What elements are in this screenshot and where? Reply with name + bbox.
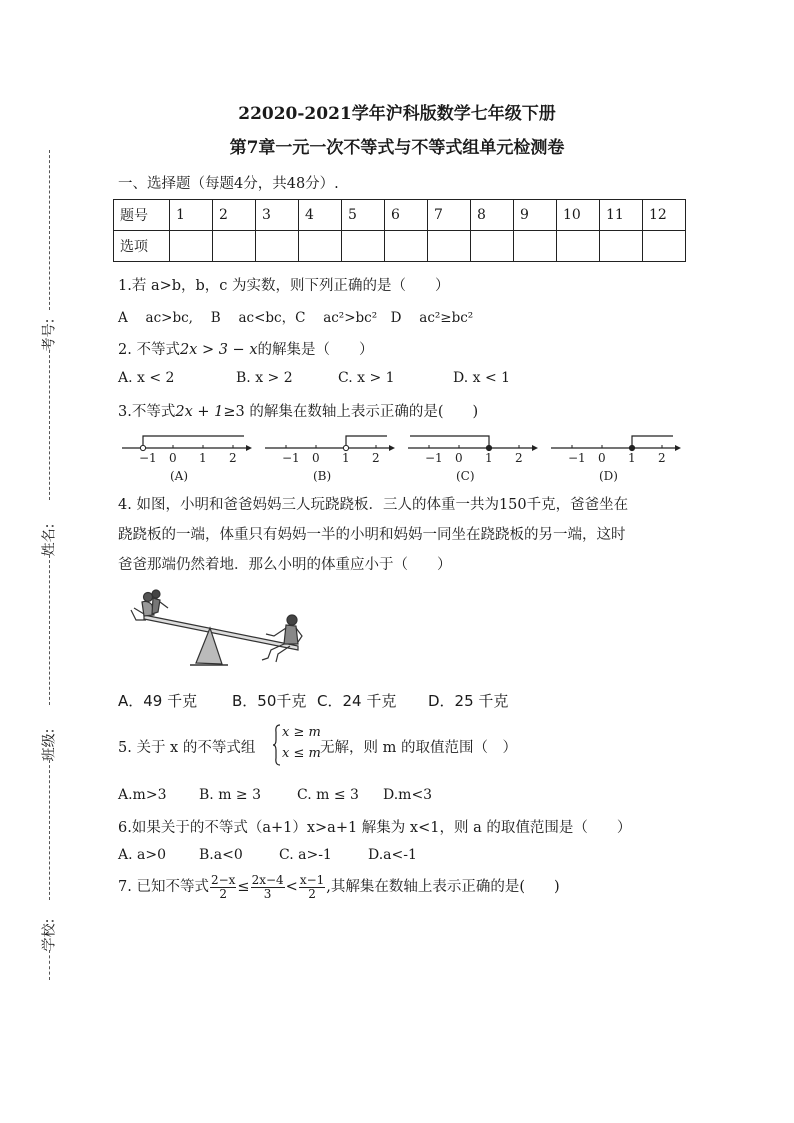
q7-f2-denominator: 3 <box>263 886 272 901</box>
school-label: 学校: <box>41 918 58 952</box>
page-subtitle: 第7章一元一次不等式与不等式组单元检测卷 <box>229 138 565 158</box>
table-cell: 1 <box>170 200 213 231</box>
q7-f3-numerator: x−1 <box>299 872 325 887</box>
table-cell: 2 <box>213 200 256 231</box>
q2-option-a: A. x < 2 <box>118 370 175 386</box>
row-label-answer: 选项 <box>114 231 170 262</box>
numberline-tick-label: 2 <box>229 451 237 465</box>
answer-cell[interactable] <box>428 231 471 262</box>
q3-stem-post: ≥3 的解集在数轴上表示正确的是( ) <box>223 404 479 420</box>
q5-brace <box>272 724 282 766</box>
q1-stem: 1.若 a>b，b，c 为实数，则下列正确的是（ ） <box>118 278 450 294</box>
table-cell: 11 <box>600 200 643 231</box>
numberline-option-label: (C) <box>456 469 475 483</box>
q7-f2-numerator: 2x−4 <box>251 872 284 887</box>
q6-option-d: D.a<-1 <box>368 847 417 863</box>
numberline-tick-label: −1 <box>139 451 157 465</box>
q6-option-a: A. a>0 <box>118 847 166 863</box>
answer-cell[interactable] <box>643 231 686 262</box>
q4-option-a: A．49 千克 <box>118 692 198 710</box>
table-cell: 8 <box>471 200 514 231</box>
q4-line3: 爸爸那端仍然着地．那么小明的体重应小于（ ） <box>118 557 452 573</box>
q5-option-c: C. m ≤ 3 <box>297 787 359 803</box>
q4-option-d: D．25 千克 <box>428 692 509 710</box>
answer-cell[interactable] <box>299 231 342 262</box>
solution-ray <box>632 436 673 448</box>
q3-stem <box>118 400 478 421</box>
margin-dashed-line <box>49 760 50 900</box>
table-cell: 10 <box>557 200 600 231</box>
solution-ray <box>410 436 489 448</box>
q5-stem-post: 无解，则 m 的取值范围（ ） <box>320 740 517 756</box>
q6-option-c: C. a>-1 <box>279 847 332 863</box>
q5-option-a: A.m>3 <box>118 787 167 803</box>
table-cell: 4 <box>299 200 342 231</box>
answer-cell[interactable] <box>514 231 557 262</box>
q5-system-line1: x ≥ m <box>282 725 321 740</box>
numberline-tick-label: −1 <box>425 451 443 465</box>
q7-stem-pre: 7. 已知不等式 <box>118 879 209 895</box>
closed-endpoint <box>486 445 491 450</box>
numberline-option-label: (D) <box>599 469 618 483</box>
q7-fraction-2 <box>251 874 285 901</box>
q4-option-c: C．24 千克 <box>317 692 397 710</box>
q5-stem-pre: 5. 关于 x 的不等式组 <box>118 740 256 756</box>
section-heading: 一、选择题（每题4分，共48分）. <box>118 176 339 192</box>
table-cell: 5 <box>342 200 385 231</box>
numberline-tick-label: 2 <box>658 451 666 465</box>
answer-table <box>113 199 686 262</box>
table-cell: 3 <box>256 200 299 231</box>
margin-dashed-line <box>49 950 50 980</box>
q7-f1-numerator: 2−x <box>210 872 236 887</box>
numberline-tick-label: 1 <box>342 451 350 465</box>
numberline-tick-label: 0 <box>455 451 463 465</box>
q7-stem-post: ,其解集在数轴上表示正确的是( ) <box>326 879 560 895</box>
q2-stem <box>118 338 374 359</box>
q7-op2: < <box>285 879 298 895</box>
answer-cell[interactable] <box>256 231 299 262</box>
q3-numberlines <box>118 425 690 487</box>
table-row <box>114 200 686 231</box>
q7-op1: ≤ <box>237 879 250 895</box>
closed-endpoint <box>629 445 634 450</box>
q2-stem-post: 的解集是（ ） <box>257 342 374 358</box>
answer-cell[interactable] <box>557 231 600 262</box>
numberline-arrow <box>246 445 252 451</box>
answer-cell[interactable] <box>342 231 385 262</box>
q2-option-d: D. x < 1 <box>453 370 511 386</box>
q7-f1-denominator: 2 <box>219 886 227 901</box>
answer-cell[interactable] <box>471 231 514 262</box>
q3-stem-pre: 3.不等式 <box>118 404 176 420</box>
q3-stem-math: 2x + 1 <box>175 404 224 420</box>
q1-options: A ac>bc, B ac<bc，C ac²>bc² D ac²≥bc² <box>118 310 474 326</box>
q7-f3-denominator: 2 <box>308 886 316 901</box>
q6-stem: 6.如果关于的不等式（a+1）x>a+1 解集为 x<1，则 a 的取值范围是（ ） <box>118 820 632 836</box>
answer-cell[interactable] <box>213 231 256 262</box>
table-cell: 9 <box>514 200 557 231</box>
numberline-tick-label: −1 <box>282 451 300 465</box>
q7-stem <box>118 872 560 902</box>
row-label-question-no: 题号 <box>114 200 170 231</box>
numberline-tick-label: −1 <box>568 451 586 465</box>
numberline-tick-label: 1 <box>628 451 636 465</box>
numberline-option-label: (B) <box>313 469 332 483</box>
numberline-tick-label: 0 <box>598 451 606 465</box>
solution-ray <box>346 436 387 448</box>
numberline-tick-label: 2 <box>515 451 523 465</box>
open-endpoint <box>140 445 145 450</box>
q5-option-b: B. m ≥ 3 <box>199 787 262 803</box>
q2-option-b: B. x > 2 <box>236 370 293 386</box>
q5-system-line2: x ≤ m <box>282 746 321 761</box>
table-cell: 12 <box>643 200 686 231</box>
q4-line1: 4. 如图，小明和爸爸妈妈三人玩跷跷板．三人的体重一共为150千克，爸爸坐在 <box>118 497 629 513</box>
margin-dashed-line <box>49 150 50 310</box>
open-endpoint <box>343 445 348 450</box>
q2-stem-math: 2x > 3 − x <box>179 342 258 358</box>
numberline-tick-label: 0 <box>169 451 177 465</box>
numberline-arrow <box>389 445 395 451</box>
numberline-tick-label: 1 <box>485 451 493 465</box>
margin-dashed-line <box>49 555 50 705</box>
numberline-tick-label: 2 <box>372 451 380 465</box>
q6-option-b: B.a<0 <box>199 847 243 863</box>
page-title: 22020-2021学年沪科版数学七年级下册 <box>238 104 556 124</box>
answer-cell[interactable] <box>385 231 428 262</box>
table-row <box>114 231 686 262</box>
class-label: 班级: <box>41 728 58 762</box>
numberline-arrow <box>532 445 538 451</box>
table-cell: 7 <box>428 200 471 231</box>
q5-option-d: D.m<3 <box>383 787 433 803</box>
numberline-tick-label: 1 <box>199 451 207 465</box>
answer-cell[interactable] <box>170 231 213 262</box>
answer-cell[interactable] <box>600 231 643 262</box>
table-cell: 6 <box>385 200 428 231</box>
numberline-arrow <box>675 445 681 451</box>
solution-ray <box>143 436 244 448</box>
numberline-tick-label: 0 <box>312 451 320 465</box>
seesaw-illustration <box>126 588 311 672</box>
name-label: 姓名: <box>41 523 58 557</box>
q2-stem-pre: 2. 不等式 <box>118 342 180 358</box>
q2-option-c: C. x > 1 <box>338 370 395 386</box>
q4-option-b: B．50千克 <box>232 692 307 710</box>
exam-no-label: 考号: <box>41 318 58 352</box>
margin-dashed-line <box>49 350 50 500</box>
q4-line2: 跷跷板的一端，体重只有妈妈一半的小明和妈妈一同坐在跷跷板的另一端，这时 <box>118 527 626 543</box>
numberline-option-label: (A) <box>170 469 189 483</box>
q7-fraction-1 <box>210 874 236 901</box>
q7-fraction-3 <box>299 874 325 901</box>
